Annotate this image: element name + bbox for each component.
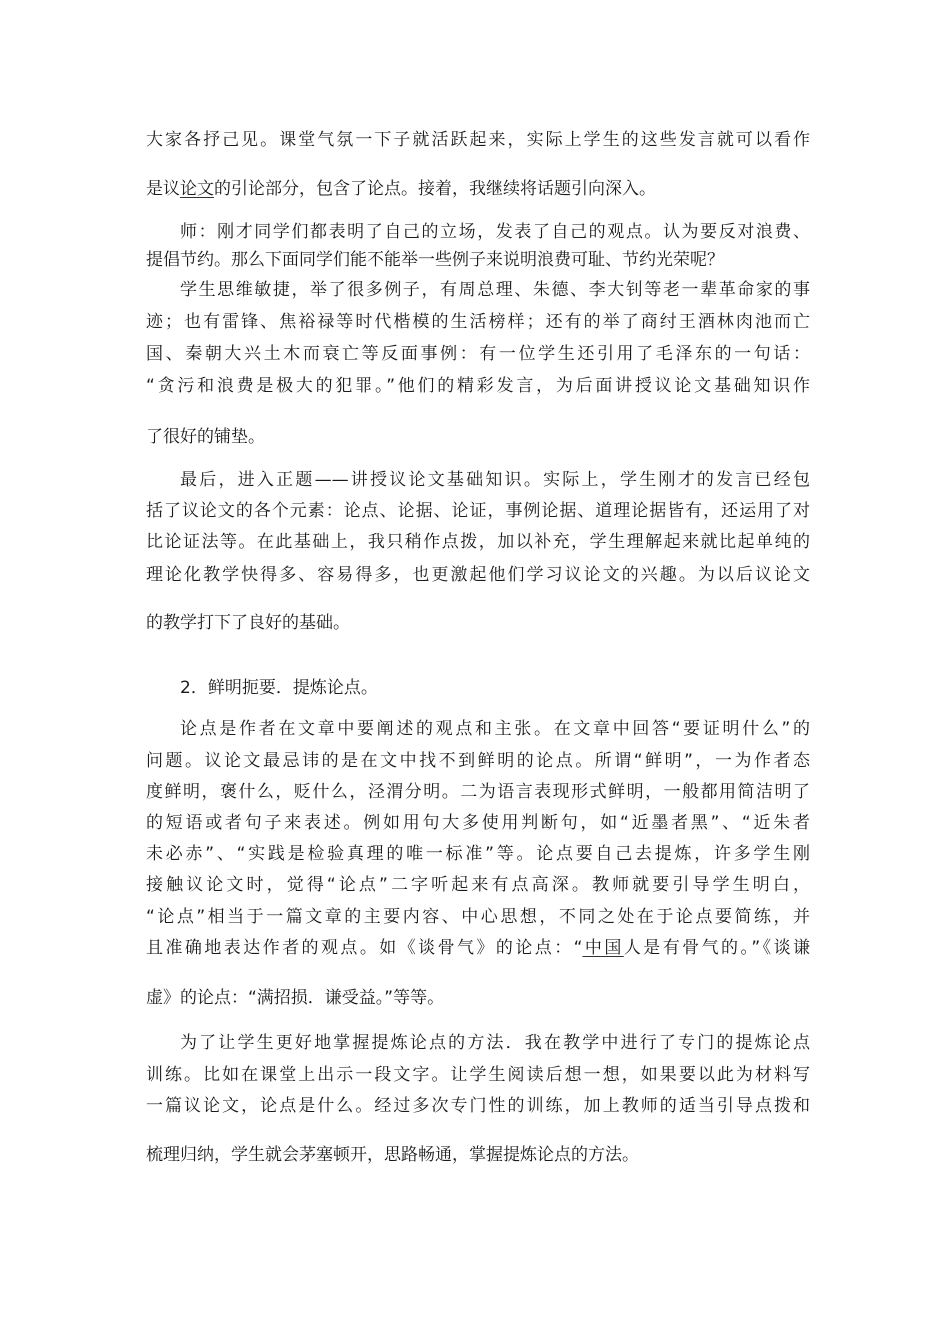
text-line: 大家各抒己见。课堂气氛一下子就活跃起来，实际上学生的这些发言就可以看作 — [146, 130, 810, 150]
text-line: 理论化教学快得多、容易得多，也更激起他们学习议论文的兴趣。为以后议论文 — [146, 565, 810, 585]
text-line: 学生思维敏捷，举了很多例子，有周总理、朱德、李大钊等老一辈革命家的事 — [180, 280, 810, 300]
text-line: “论点”相当于一篇文章的主要内容、中心思想，不同之处在于论点要简练，并 — [146, 907, 810, 927]
link-lunwen[interactable]: 论文 — [180, 179, 214, 199]
text-line — [146, 936, 810, 960]
text-line: 比论证法等。在此基础上，我只稍作点拨，加以补充，学生理解起来就比起单纯的 — [146, 532, 810, 552]
text-line: 为了让学生更好地掌握提炼论点的方法．我在教学中进行了专门的提炼论点 — [180, 1033, 810, 1053]
section-heading: 2．鲜明扼要．提炼论点。 — [180, 678, 378, 698]
text-line — [146, 177, 810, 201]
text-line: 梳理归纳，学生就会茅塞顿开，思路畅通，掌握提炼论点的方法。 — [146, 1145, 639, 1165]
text-line: 国、秦朝大兴土木而衰亡等反面事例：有一位学生还引用了毛泽东的一句话： — [146, 344, 810, 364]
text-line: 提倡节约。那么下面同学们能不能举一些例子来说明浪费可耻、节约光荣呢？ — [146, 250, 724, 270]
text-span: 是议 — [146, 179, 180, 199]
text-line: 度鲜明，褒什么，贬什么，泾渭分明。二为语言表现形式鲜明，一般都用简洁明了 — [146, 782, 810, 802]
text-line: 一篇议论文，论点是什么。经过多次专门性的训练，加上教师的适当引导点拨和 — [146, 1096, 810, 1116]
text-line: 接触议论文时，觉得“论点”二字听起来有点高深。教师就要引导学生明白， — [146, 875, 810, 895]
text-span: 的引论部分，包含了论点。接着，我继续将话题引向深入。 — [214, 179, 656, 199]
text-line: 问题。议论文最忌讳的是在文中找不到鲜明的论点。所谓“鲜明”，一为作者态 — [146, 751, 810, 771]
text-line: 的短语或者句子来表述。例如用句大多使用判断句，如“近墨者黑”、“近朱者 — [146, 813, 810, 833]
text-line: 最后，进入正题——讲授议论文基础知识。实际上，学生刚才的发言已经包 — [180, 470, 810, 490]
text-line: 未必赤”、“实践是检验真理的唯一标准”等。论点要自己去提炼，许多学生刚 — [146, 844, 810, 864]
text-line: 括了议论文的各个元素：论点、论据、论证，事例论据、道理论据皆有，还运用了对 — [146, 501, 810, 521]
text-line: 了很好的铺垫。 — [146, 427, 265, 447]
text-line: 的教学打下了良好的基础。 — [146, 613, 350, 633]
text-span: 且准确地表达作者的观点。如《谈骨气》的论点：“ — [146, 938, 583, 958]
text-line: 师：刚才同学们都表明了自己的立场，发表了自己的观点。认为要反对浪费、 — [180, 222, 810, 242]
text-line: 训练。比如在课堂上出示一段文字。让学生阅读后想一想，如果要以此为材料写 — [146, 1065, 810, 1085]
text-line: 迹；也有雷锋、焦裕禄等时代楷模的生活榜样；还有的举了商纣王酒林肉池而亡 — [146, 312, 810, 332]
text-line: 虚》的论点：“满招损．谦受益。”等等。 — [146, 988, 445, 1008]
text-line: “贪污和浪费是极大的犯罪。”他们的精彩发言，为后面讲授议论文基础知识作 — [146, 376, 810, 396]
link-zhongguo[interactable]: 中国 — [582, 938, 624, 958]
text-span: 人是有骨气的。”《谈谦 — [623, 938, 810, 958]
text-line: 论点是作者在文章中要阐述的观点和主张。在文章中回答“要证明什么”的 — [180, 719, 810, 739]
